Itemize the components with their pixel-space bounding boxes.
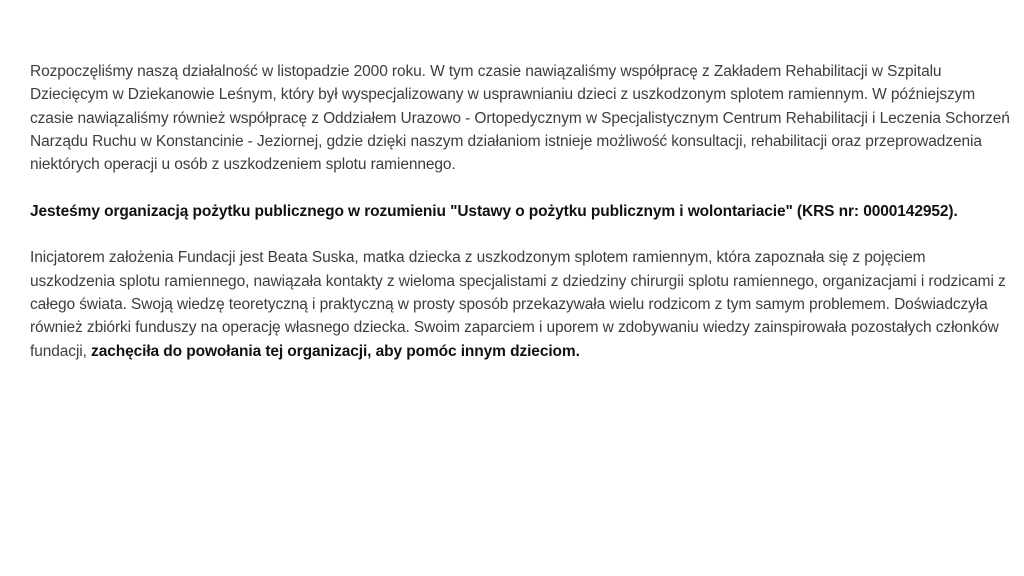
founder-paragraph-text: Inicjatorem założenia Fundacji jest Beata Suska, matka dziecka z uszkodzonym splotem ramiennym, która zapoznała się z pojęciem uszkodzenia splotu ramiennego, nawiązała kontakty z wieloma specjalistami z dziedziny chirurgii splotu ramiennego, organizacjami i rodzicami z całego świata. Swoją wiedzę teoretyczną i praktyczną w prosty sposób przekazywała wielu rodzicom z tym samym problemem. Doświadczyła również zbiórki funduszy na operację własnego dziecka. Swoim zaparciem i uporem w zdobywaniu wiedzy zainspirowała pozostałych członków fundacji, [30,249,1006,360]
founder-paragraph-emphasis: zachęciła do powołania tej organizacji, aby pomóc innym dzieciom. [91,342,580,360]
founder-paragraph [30,246,1014,362]
history-paragraph: Rozpoczęliśmy naszą działalność w listopadzie 2000 roku. W tym czasie nawiązaliśmy współpracę z Zakładem Rehabilitacji w Szpitalu Dziecięcym w Dziekanowie Leśnym, który był wyspecjalizowany w usprawnianiu dzieci z uszkodzonym splotem ramiennym. W późniejszym czasie nawiązaliśmy również współpracę z Oddziałem Urazowo - Ortopedycznym w Specjalistycznym Centrum Rehabilitacji i Leczenia Schorzeń Narządu Ruchu w Konstancinie - Jeziornej, gdzie dzięki naszym działaniom istnieje możliwość konsultacji, rehabilitacji oraz przeprowadzenia niektórych operacji u osób z uszkodzeniem splotu ramiennego. [30,63,1010,174]
public-benefit-statement: Jesteśmy organizacją pożytku publicznego w rozumieniu "Ustawy o pożytku publicznym i wolontariacie" (KRS nr: 0000142952). [30,202,958,220]
